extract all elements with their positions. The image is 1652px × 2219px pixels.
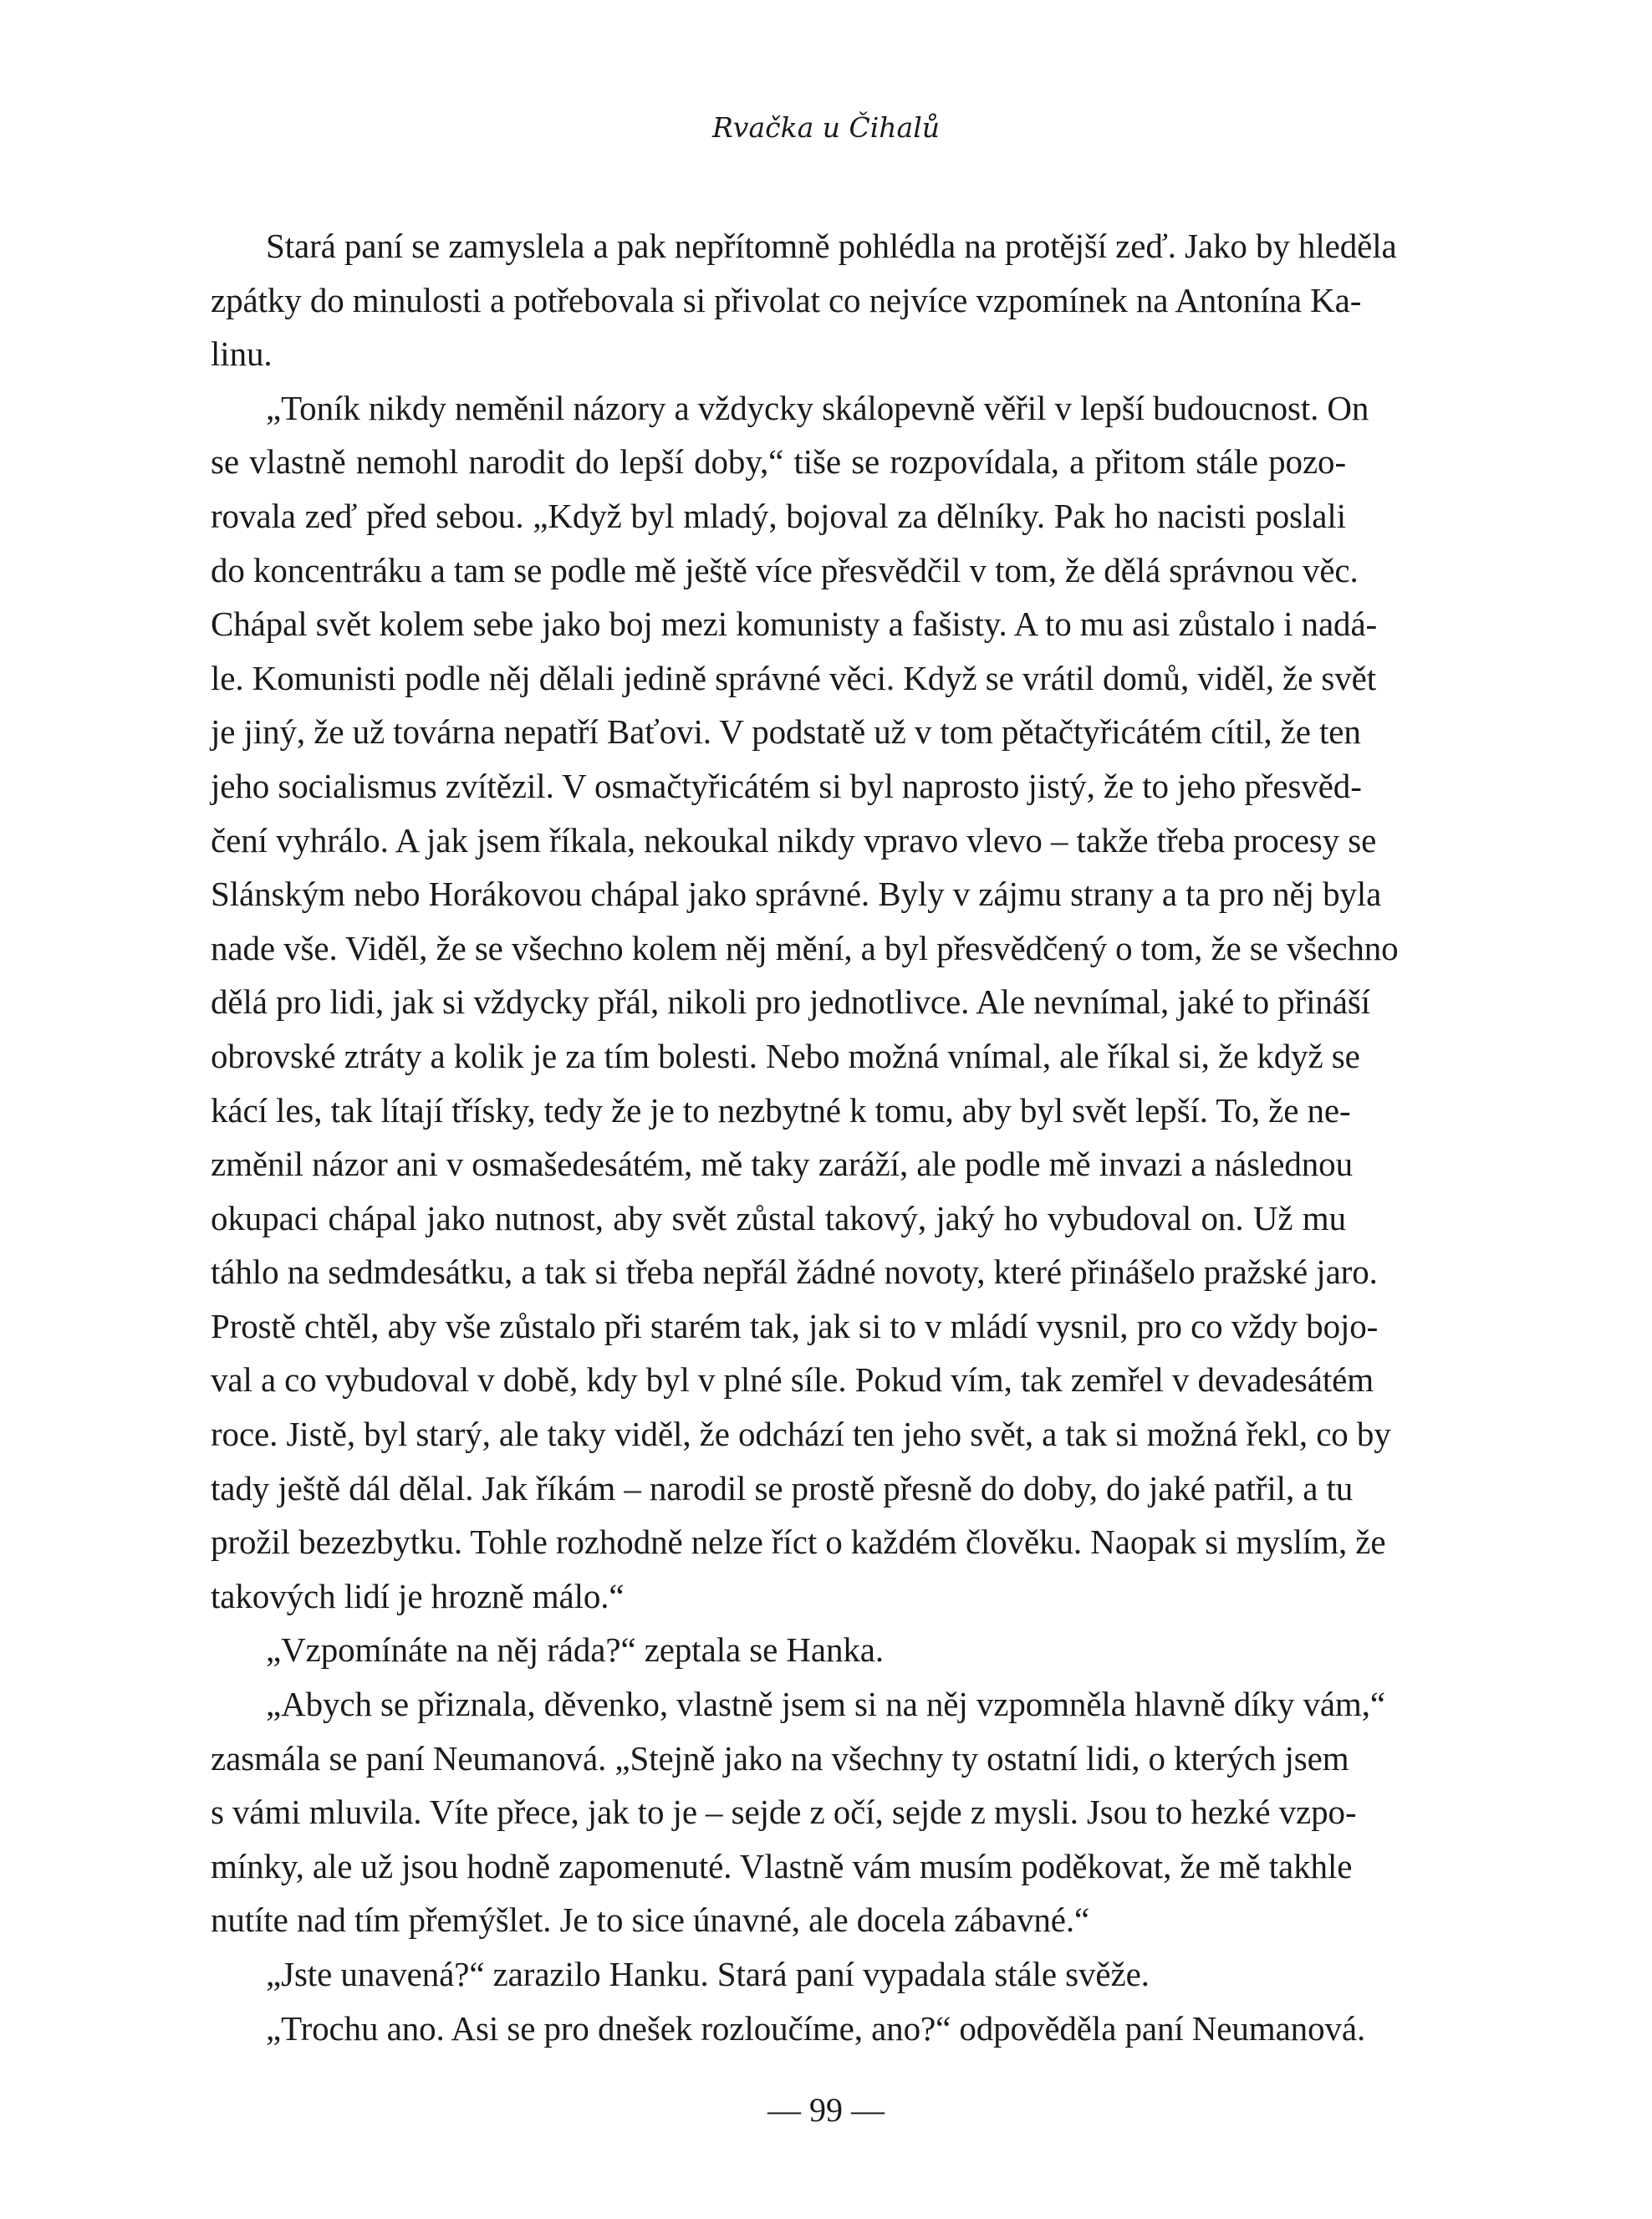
body-text xyxy=(211,219,1399,2055)
text-line: zpátky do minulosti a potřebovala si přivolat co nejvíce vzpomínek na Antonína Ka- xyxy=(211,280,1362,319)
text-line: „Toník nikdy neměnil názory a vždycky skálopevně věřil v lepší budoucnost. On xyxy=(266,388,1369,427)
text-line: prožil bezezbytku. Tohle rozhodně nelze říct o každém člověku. Naopak si myslím, že xyxy=(211,1523,1386,1562)
page-number: — 99 — xyxy=(767,2091,885,2129)
text-line: le. Komunisti podle něj dělali jedině správné věci. Když se vrátil domů, viděl, že svět xyxy=(211,658,1377,697)
text-line: Prostě chtěl, aby vše zůstalo při starém tak, jak si to v mládí vysnil, pro co vždy bojo- xyxy=(211,1306,1379,1345)
text-line: „Jste unavená?“ zarazilo Hanku. Stará paní vypadala stále svěže. xyxy=(266,1955,1150,1993)
text-line: tady ještě dál dělal. Jak říkám – narodil se prostě přesně do doby, do jaké patřil, a tu xyxy=(211,1468,1354,1507)
text-line: se vlastně nemohl narodit do lepší doby,“ tiše se rozpovídala, a přitom stále pozo- xyxy=(211,442,1346,482)
text-line: „Abych se přiznala, děvenko, vlastně jsem si na něj vzpomněla hlavně díky vám,“ xyxy=(266,1685,1385,1724)
text-line: linu. xyxy=(211,334,273,374)
text-line: takových lidí je hrozně málo.“ xyxy=(211,1576,625,1615)
text-line: zasmála se paní Neumanová. „Stejně jako na všechny ty ostatní lidi, o kterých jsem xyxy=(211,1738,1349,1778)
text-line: Stará paní se zamyslela a pak nepřítomně pohlédla na protější zeď. Jako by hleděla xyxy=(266,227,1397,265)
running-head-chapter-title: Rvačka u Čihalů xyxy=(711,111,941,144)
text-line: dělá pro lidi, jak si vždycky přál, nikoli pro jednotlivce. Ale nevnímal, jaké to přináší xyxy=(211,982,1371,1022)
text-line: rovala zeď před sebou. „Když byl mladý, bojoval za dělníky. Pak ho nacisti poslali xyxy=(211,496,1346,535)
text-line: okupaci chápal jako nutnost, aby svět zůstal takový, jaký ho vybudoval on. Už mu xyxy=(211,1198,1346,1237)
text-line: nutíte nad tím přemýšlet. Je to sice únavné, ale docela zábavné.“ xyxy=(211,1900,1090,1940)
text-line: nade vše. Viděl, že se všechno kolem něj mění, a byl přesvědčený o tom, že se všechno xyxy=(211,928,1399,967)
text-line: „Vzpomínáte na něj ráda?“ zeptala se Hanka. xyxy=(266,1630,884,1670)
text-line: změnil názor ani v osmašedesátém, mě taky zaráží, ale podle mě invazi a následnou xyxy=(211,1145,1353,1184)
text-line: čení vyhrálo. A jak jsem říkala, nekoukal nikdy vpravo vlevo – takže třeba procesy se xyxy=(211,820,1377,860)
text-line: je jiný, že už továrna nepatří Baťovi. V podstatě už v tom pětačtyřicátém cítil, že ten xyxy=(211,712,1361,752)
text-line: Slánským nebo Horákovou chápal jako správné. Byly v zájmu strany a ta pro něj byla xyxy=(211,875,1382,914)
text-line: jeho socialismus zvítězil. V osmačtyřicátém si byl naprosto jistý, že to jeho přesvěd- xyxy=(211,766,1362,805)
text-line: roce. Jistě, byl starý, ale taky viděl, že odchází ten jeho svět, a tak si možná řekl, co by xyxy=(211,1415,1391,1454)
text-line: s vámi mluvila. Víte přece, jak to je – sejde z očí, sejde z mysli. Jsou to hezké vzpo- xyxy=(211,1793,1357,1832)
text-line: kácí les, tak lítají třísky, tedy že je to nezbytné k tomu, aby byl svět lepší. To, že ne- xyxy=(211,1090,1351,1130)
text-line: Chápal svět kolem sebe jako boj mezi komunisty a fašisty. A to mu asi zůstalo i nadá- xyxy=(211,604,1378,644)
text-line: do koncentráku a tam se podle mě ještě více přesvědčil v tom, že dělá správnou věc. xyxy=(211,550,1359,589)
text-line: mínky, ale už jsou hodně zapomenuté. Vlastně vám musím poděkovat, že mě takhle xyxy=(211,1846,1353,1885)
text-line: táhlo na sedmdesátku, a tak si třeba nepřál žádné novoty, které přinášelo pražské jaro. xyxy=(211,1252,1378,1292)
text-line: obrovské ztráty a kolik je za tím bolesti. Nebo možná vnímal, ale říkal si, že když se xyxy=(211,1036,1360,1075)
text-line: „Trochu ano. Asi se pro dnešek rozloučíme, ano?“ odpověděla paní Neumanová. xyxy=(266,2008,1366,2048)
text-line: val a co vybudoval v době, kdy byl v plné síle. Pokud vím, tak zemřel v devadesátém xyxy=(211,1360,1374,1400)
